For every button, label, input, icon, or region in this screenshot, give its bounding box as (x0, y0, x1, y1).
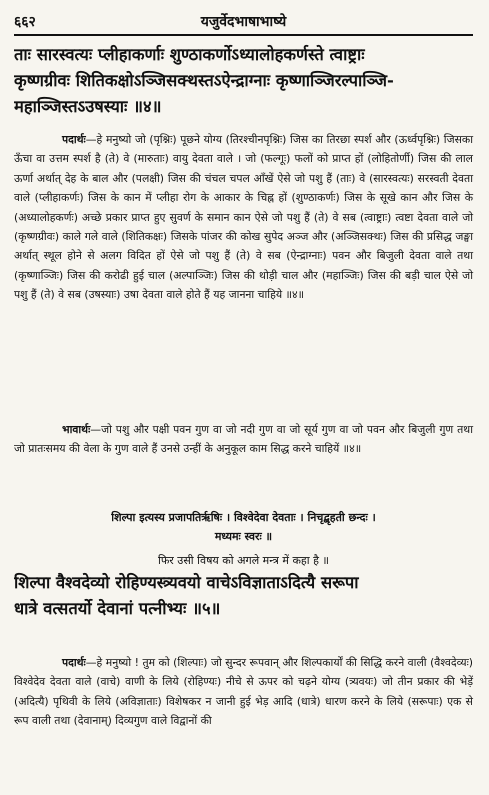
mantra-line: महाञ्जिस्तऽउषस्याः ॥४॥ (14, 97, 162, 116)
mantra-line: शिल्पा वैश्वदेव्यो रोहिण्यस्त्र्यवयो वाचेऽविज्ञाताऽदित्यै सरूपा (14, 573, 359, 592)
page-number: ६६२ (14, 13, 36, 30)
mantra-4 (14, 42, 473, 120)
padartha-label: पदार्थः (62, 133, 86, 146)
mantra-5 (14, 570, 473, 622)
bhavartha-label: भावार्थः (62, 423, 91, 436)
intro-text: फिर उसी विषय को अगले मन्त्र में कहा है ॥ (157, 554, 330, 567)
padartha-label: पदार्थः (62, 656, 86, 669)
mantra-5-intro (14, 551, 473, 570)
running-title: यजुर्वेदभाषाभाष्ये (200, 13, 287, 30)
svara: मध्यमः स्वरः ॥ (214, 530, 273, 543)
padartha-text: —हे मनुष्यो जो (पृश्निः) पूछने योग्य (तिरश्चीनपृश्निः) जिस का तिरछा स्पर्श और (ऊर्ध्वपृश्निः) जिसका ऊँचा वा उत्तम स्पर्श है (ते) वे (मारुताः) वायु देवता वाले । जो (फल्गूः) फलों को प्राप्त हों (लोहितोर्णी) जिस की लाल ऊर्णा अर्थात् देह के बाल और (पलक्षी) जिस की चंचल चपल आँखें ऐसे जो पशु हैं (ताः) वे (सारस्वत्यः) सरस्वती देवता वाले (प्लीहाकर्णः) जिस के कान में प्लीहा रोग के आकार के चिह्न हों (शुण्ठाकर्णः) जिस के सूखे कान और जिस के (अध्यालोहकर्णः) अच्छे प्रकार प्राप्त हुए सुवर्ण के समान कान ऐसे जो पशु हैं (ते) वे सब (त्वाष्ट्राः) त्वष्टा देवता वाले जो (कृष्णग्रीवः) काले गले वाले (शितिकक्षः) जिसके पांजर की कोख सुपेद अञ्ज और (अञ्जिसक्थः) जिस की प्रसिद्ध जङ्घा अर्थात् स्थूल होने से अलग विदित हों ऐसे जो पशु हैं (ते) वे सब (ऐन्द्राग्नाः) पवन और बिजुली देवता वाले तथा (कृष्णाञ्जिः) जिस की करोढी हुई चाल (अल्पाञ्जिः) जिस की थोड़ी चाल और (महाञ्जिः) जिस की बड़ी चाल ऐसे जो पशु हैं (ते) वे सब (उषस्याः) उषा देवता वाले होते हैं यह जानना चाहिये ॥४॥ (14, 133, 474, 302)
mantra-line: ताः सारस्वत्यः प्लीहाकर्णाः शुण्ठाकर्णोऽध्यालोहकर्णस्ते त्वाष्ट्राः (14, 45, 365, 64)
mantra-5-metadata (14, 508, 473, 546)
padartha-text: —हे मनुष्यो ! तुम को (शिल्पाः) जो सुन्दर रूपवान् और शिल्पकार्यों की सिद्धि करने वाली (वैश्वदेव्यः) विश्वेदेव देवता वाले (वाचे) वाणी के लिये (रोहिण्यः) नीचे से ऊपर को चढ़ने योग्य (त्र्यवयः) जो तीन प्रकार की भेड़ें (अदित्यै) पृथिवी के लिये (अविज्ञाताः) विशेषकर न जानी हुई भेड़ आदि (धात्रे) धारण करने के लिये (सरूपाः) एक से रूप वाली तथा (देवानाम्) दिव्यगुण वाले विद्वानों की (14, 656, 473, 728)
bhavartha-text: —जो पशु और पक्षी पवन गुण वा जो नदी गुण वा जो सूर्य गुण वा जो पवन और बिजुली गुण तथा जो प्रातःसमय की वेला के गुण वाले हैं उनसे उन्हीं के अनुकूल काम सिद्ध करने चाहियें ॥४॥ (14, 423, 473, 456)
page-header (14, 8, 473, 36)
padartha-4 (14, 130, 473, 305)
padartha-5 (14, 653, 473, 731)
mantra-line: कृष्णग्रीवः शितिकक्षोऽञ्जिसक्थस्तऽऐन्द्राग्नाः कृष्णाञ्जिरल्पाञ्जि- (14, 71, 394, 90)
rishi-devata-chhanda: शिल्पा इत्यस्य प्रजापतिर्ऋषिः । विश्वेदेवा देवताः । निचृद्बृहती छन्दः । (111, 511, 376, 524)
mantra-line: धात्रे वत्सतर्यो देवानां पत्नीभ्यः ॥५॥ (14, 599, 221, 618)
bhavartha-4 (14, 420, 473, 459)
